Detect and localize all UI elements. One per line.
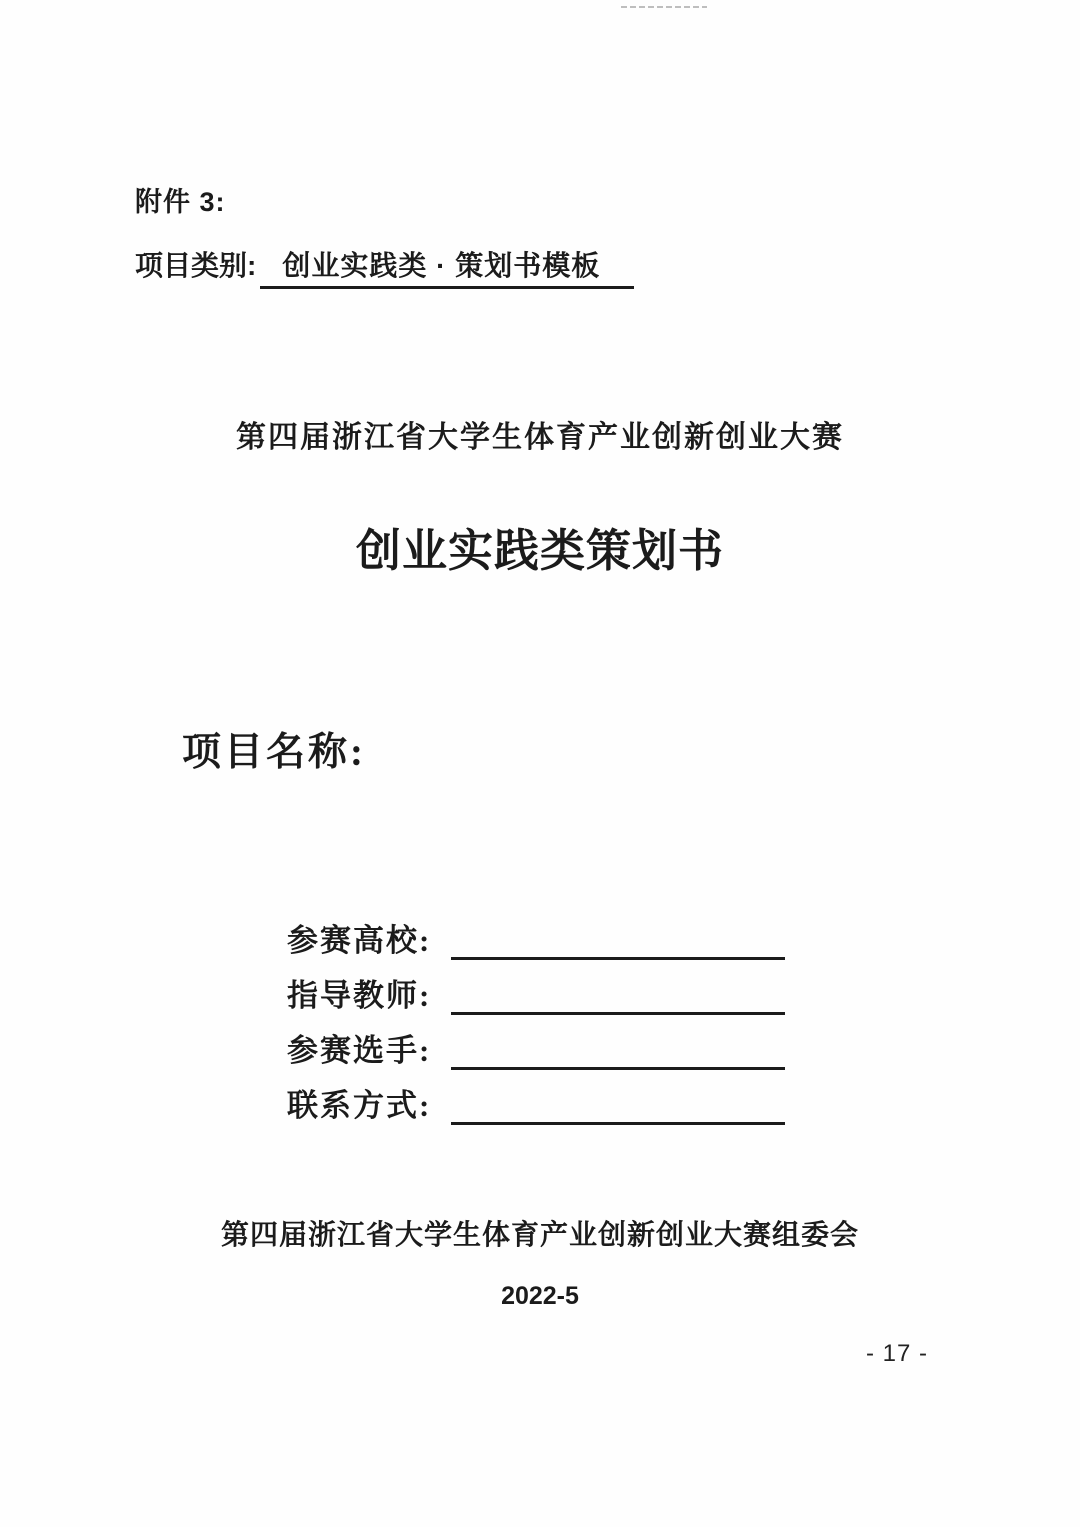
contestants-field-underline bbox=[451, 1067, 785, 1070]
attachment-label: 附件 3: bbox=[135, 187, 226, 217]
document-date: 2022-5 bbox=[501, 1282, 579, 1310]
project-category-row bbox=[135, 248, 634, 289]
university-field-underline bbox=[451, 957, 785, 960]
scan-artifact bbox=[621, 6, 707, 8]
contact-field-underline bbox=[451, 1122, 785, 1125]
document-title: 创业实践类策划书 bbox=[355, 525, 724, 576]
project-name-label: 项目名称: bbox=[182, 731, 366, 774]
contestants-field-label: 参赛选手: bbox=[287, 1033, 432, 1068]
advisor-field-underline bbox=[451, 1012, 785, 1015]
contact-field-label: 联系方式: bbox=[287, 1088, 432, 1123]
entry-form bbox=[287, 916, 785, 1136]
advisor-field-label: 指导教师: bbox=[287, 978, 432, 1013]
form-row-contestants bbox=[287, 1026, 785, 1072]
project-category-value: 创业实践类 · 策划书模板 bbox=[260, 248, 634, 289]
university-field-label: 参赛高校: bbox=[287, 923, 432, 958]
organizing-committee-line: 第四届浙江省大学生体育产业创新创业大赛组委会 bbox=[220, 1220, 859, 1251]
form-row-contact bbox=[287, 1081, 785, 1127]
page-number: - 17 - bbox=[866, 1340, 929, 1367]
form-row-advisor bbox=[287, 971, 785, 1017]
competition-subtitle: 第四届浙江省大学生体育产业创新创业大赛 bbox=[236, 421, 844, 454]
form-row-university bbox=[287, 916, 785, 962]
project-category-label: 项目类别: bbox=[135, 250, 257, 281]
